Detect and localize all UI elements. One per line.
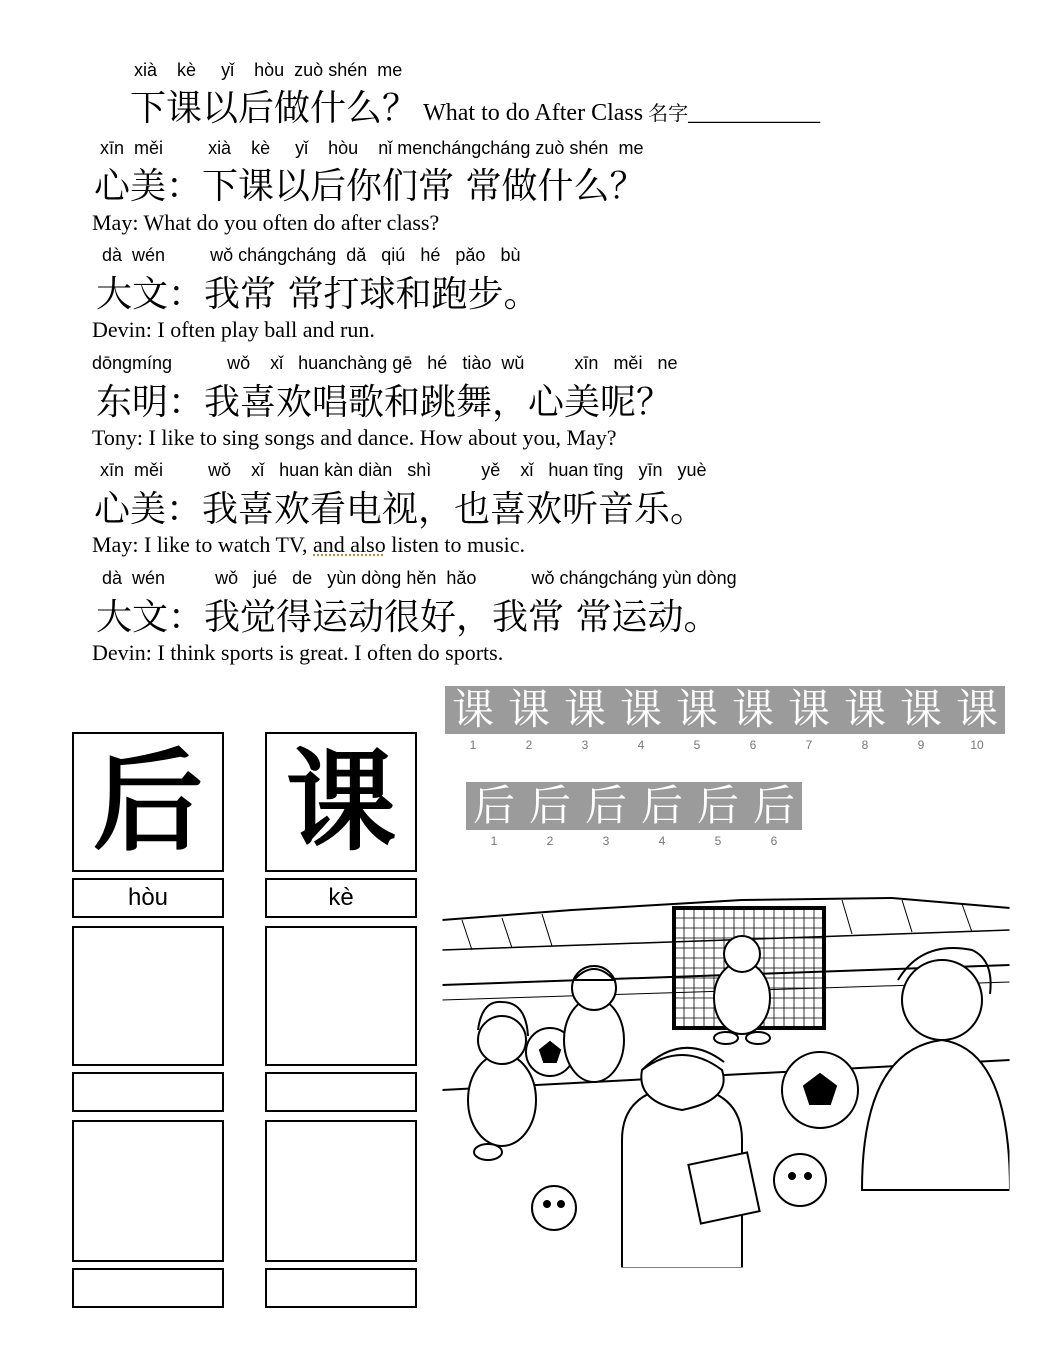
pinyin-box-ke: kè — [265, 878, 417, 918]
stroke-step-ke — [557, 686, 613, 752]
stroke-step-ke — [781, 686, 837, 752]
stroke-number: 3 — [581, 738, 589, 752]
stroke-number: 7 — [805, 738, 813, 752]
stroke-glyph: 后 — [578, 782, 634, 830]
pinyin-practice-hou-2[interactable] — [72, 1268, 224, 1308]
chinese-line-3: 东明：我喜欢唱歌和跳舞，心美呢？ — [96, 382, 673, 423]
stroke-glyph: 课 — [445, 686, 501, 734]
stroke-glyph: 课 — [837, 686, 893, 734]
practice-box-hou-2[interactable] — [72, 1120, 224, 1262]
stroke-glyph: 后 — [690, 782, 746, 830]
stroke-step-hou — [634, 782, 690, 848]
stroke-number: 1 — [469, 738, 477, 752]
stroke-number: 2 — [525, 738, 533, 752]
cap-penguin — [564, 966, 624, 1082]
pinyin-practice-ke-1[interactable] — [265, 1072, 417, 1112]
stroke-glyph: 课 — [725, 686, 781, 734]
stroke-glyph: 课 — [781, 686, 837, 734]
pinyin-practice-ke-2[interactable] — [265, 1268, 417, 1308]
practice-box-ke-2[interactable] — [265, 1120, 417, 1262]
chinese-line-1: 心美：下课以后你们常 常做什么？ — [94, 166, 646, 207]
title-english: What to do After Class — [423, 100, 644, 126]
title-pinyin: xià kè yǐ hòu zuò shén me — [134, 60, 403, 80]
stroke-step-ke — [837, 686, 893, 752]
stroke-step-hou — [522, 782, 578, 848]
puffle-right — [774, 1154, 826, 1206]
stroke-number: 8 — [861, 738, 869, 752]
stroke-step-ke — [893, 686, 949, 752]
stroke-glyph: 课 — [669, 686, 725, 734]
practice-box-hou-1[interactable] — [72, 926, 224, 1066]
pinyin-line-5: dà wén wǒ jué de yùn dòng hěn hǎo wǒ chángcháng yùn dòng — [102, 568, 737, 588]
english-line-1: May: What do you often do after class? — [92, 210, 440, 235]
stroke-step-hou — [746, 782, 802, 848]
stroke-glyph: 后 — [746, 782, 802, 830]
puffle-left — [532, 1186, 576, 1230]
stroke-number: 3 — [602, 834, 610, 848]
stroke-number: 6 — [749, 738, 757, 752]
stroke-glyph: 课 — [557, 686, 613, 734]
name-label: 名字 — [648, 101, 689, 125]
title-line — [130, 80, 820, 131]
stroke-glyph: 后 — [466, 782, 522, 830]
stroke-number: 1 — [490, 834, 498, 848]
stroke-glyph: 课 — [949, 686, 1005, 734]
stroke-number: 4 — [637, 738, 645, 752]
stroke-step-ke — [501, 686, 557, 752]
english-line-4: May: I like to watch TV, and also listen to music. — [92, 532, 526, 557]
stroke-step-hou — [578, 782, 634, 848]
stroke-number: 5 — [714, 834, 722, 848]
chinese-line-5: 大文：我觉得运动很好，我常 常运动。 — [96, 597, 720, 638]
big-character-ke: 课 — [265, 732, 417, 872]
stroke-number: 5 — [693, 738, 701, 752]
stroke-number: 6 — [770, 834, 778, 848]
stroke-order-hou — [466, 782, 802, 848]
stroke-step-ke — [445, 686, 501, 752]
chinese-line-4: 心美：我喜欢看电视，也喜欢听音乐。 — [94, 489, 707, 530]
stroke-glyph: 课 — [501, 686, 557, 734]
english-line-3: Tony: I like to sing songs and dance. How about you, May? — [92, 425, 617, 450]
stroke-number: 2 — [546, 834, 554, 848]
stroke-step-ke — [949, 686, 1005, 752]
stroke-glyph: 课 — [893, 686, 949, 734]
stroke-step-hou — [690, 782, 746, 848]
pinyin-line-3: dōngmíng wǒ xǐ huanchàng gē hé tiào wǔ xīn měi ne — [92, 353, 678, 373]
english-line-2: Devin: I often play ball and run. — [92, 317, 375, 342]
pinyin-line-4: xīn měi wǒ xǐ huan kàn diàn shì yě xǐ huan tīng yīn yuè — [100, 460, 707, 480]
soccer-coloring-illustration — [442, 890, 1010, 1268]
stroke-order-ke — [445, 686, 1005, 752]
pinyin-line-1: xīn měi xià kè yǐ hòu nǐ menchángcháng zuò shén me — [100, 138, 644, 158]
stroke-number: 4 — [658, 834, 666, 848]
stroke-step-hou — [466, 782, 522, 848]
practice-box-ke-1[interactable] — [265, 926, 417, 1066]
stroke-glyph: 后 — [522, 782, 578, 830]
stroke-glyph: 课 — [613, 686, 669, 734]
stroke-step-ke — [725, 686, 781, 752]
chinese-line-2: 大文：我常 常打球和跑步。 — [96, 274, 540, 315]
stroke-number: 9 — [917, 738, 925, 752]
soccer-ball-right — [782, 1052, 858, 1128]
english-line-5: Devin: I think sports is great. I often do sports. — [92, 640, 504, 665]
title-chinese: 下课以后做什么？ — [130, 88, 419, 129]
stroke-number: 10 — [970, 738, 984, 752]
stroke-step-ke — [669, 686, 725, 752]
pinyin-box-hou: hòu — [72, 878, 224, 918]
pinyin-practice-hou-1[interactable] — [72, 1072, 224, 1112]
stroke-glyph: 后 — [634, 782, 690, 830]
pinyin-line-2: dà wén wǒ chángcháng dǎ qiú hé pǎo bù — [102, 245, 521, 265]
stroke-step-ke — [613, 686, 669, 752]
big-character-hou: 后 — [72, 732, 224, 872]
name-blank: ___________ — [688, 100, 821, 126]
